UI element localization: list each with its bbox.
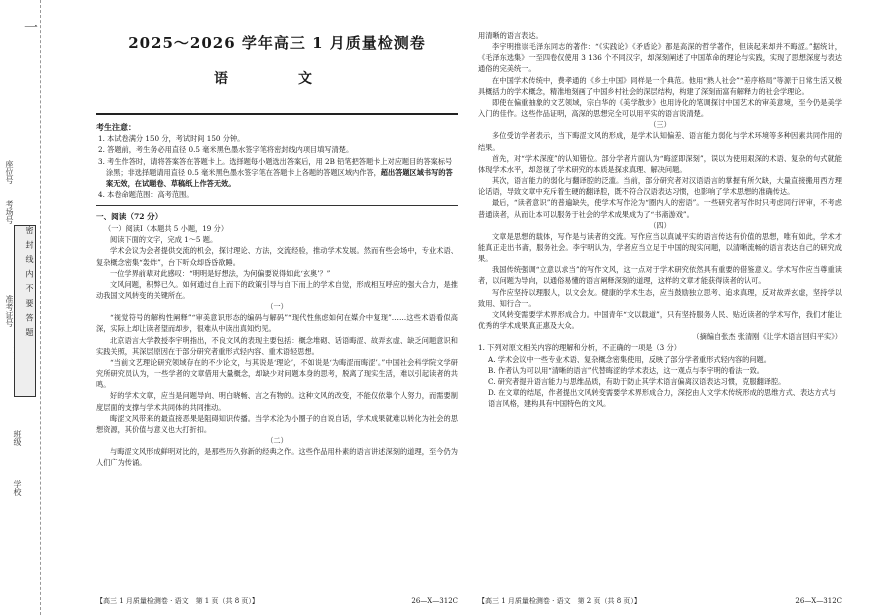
section-heading: 一、阅读（72 分） (96, 212, 163, 222)
answer-option-b: B. 作者认为可以用“清晰的语言”代替晦涩的学术表达，这一观点与李宇明的看法一致。 (488, 365, 764, 375)
margin-label-seat: 座位号 (5, 160, 14, 184)
footer-code: 26—X—312C (795, 597, 842, 606)
passage-paragraph: 学术会议为会者提供交流的机会，探讨理论、方法，交流经验，推动学术发展。然而有些会场中，专业术语、复杂概念密集“轰炸”，台下听众却昏昏欲睡。 (96, 246, 458, 267)
passage-paragraph: “视觉符号的解构性阐释”“审美意识形态的编码与解码”“现代性焦虑如何在媒介中复现”……这些术语看似高深，实际上却让读者望而却步，很难从中读出真知灼见。 (96, 313, 458, 334)
answer-option-c: C. 研究者提升语言能力与思维品质，有助于防止其学术语言偏离汉语表达习惯，克服翻译腔。 (488, 376, 786, 386)
question-stem: 1. 下列对原文相关内容的理解和分析，不正确的一项是（3 分） (478, 343, 681, 353)
passage-paragraph: 北京语言大学教授李宇明指出，不良文风的表现主要包括：概念堆砌、话语晦涩、故弄玄虚、缺乏问题意识和实践关照，其深层原因在于部分研究者重形式轻内容、重术语轻思想。 (96, 335, 458, 356)
notice-emphasis: 超出答题区域书写的答案无效，在试题卷、草稿纸上作答无效。 (106, 167, 453, 188)
passage-paragraph: 与晦涩文风形成鲜明对比的，是那些历久弥新的经典之作。这些作品用朴素的语言讲述深刻的道理，至今仍为人们广为传诵。 (96, 447, 458, 468)
part-marker: （一） (266, 302, 288, 312)
passage-paragraph: 我国传统强调“立意以求当”的写作文风，这一点对于学术研究依然具有重要的借鉴意义。学术写作应当尊重读者，以问题为导向，以通俗易懂的语言阐释深刻的道理，这样的文章才能获得读者的认可。 (478, 265, 842, 286)
margin-label-class: 班级 (13, 430, 22, 446)
passage-paragraph: 李宇明推崇毛泽东同志的著作：“《实践论》《矛盾论》都是高深的哲学著作，但读起来却并不晦涩。”据统计，《毛泽东选集》一至四卷仅使用 3 136 个不同汉字，却深刻阐述了中国革命的理论与实践，实现了思想深度与表达通俗的完美统一。 (478, 42, 842, 74)
instruction: 阅读下面的文字，完成 1～5 题。 (110, 235, 218, 245)
footer-label: 【高三 1 月质量检测卷 · 语文 第 2 页（共 8 页）】 (478, 597, 641, 606)
margin-label-room: 考场号 (5, 200, 14, 224)
part-marker: （三） (649, 120, 671, 130)
passage-paragraph: 首先，对“学术深度”的认知错位。部分学者片面认为“晦涩即深刻”，误以为使用艰深的术语、复杂的句式就能体现学术水平，却忽视了学术研究的本质是探求真理、解决问题。 (478, 153, 842, 174)
passage-paragraph: 即使在偏重抽象的文艺领域，宗白华的《美学散步》也用诗化的笔调探讨中国艺术的审美意境，至今仍是美学入门的佳作。这些作品证明，高深的思想完全可以用平实的语言说清楚。 (478, 97, 842, 119)
answer-option-d: D. 在文章的结尾，作者提出文风转变需要学术界形成合力，深挖由人文学术传统形成的思维方式、表达方式与语言风格，建构具有中国特色的文风。 (488, 388, 836, 409)
subsection-heading: （一）阅读Ⅰ（本题共 5 小题，19 分） (104, 224, 229, 234)
footer-label: 【高三 1 月质量检测卷 · 语文 第 1 页（共 8 页）】 (96, 597, 259, 606)
passage-paragraph: 在中国学术传统中，费孝通的《乡土中国》同样是一个典范。他用“熟人社会”“差序格局”等源于日常生活又极具概括力的学术概念，精准地刻画了中国乡村社会的深层结构，构建了深刻而富有解释力的社会学理论。 (478, 75, 842, 96)
binding-mark: 一 (22, 20, 38, 34)
passage-paragraph: 写作应坚持以理服人，以文会友。健康的学术生态，应当鼓励独立思考、追求真理，反对故弄玄虚，坚持学以致用、知行合一。 (478, 287, 842, 308)
footer-code: 26—X—312C (411, 597, 458, 606)
subject-title: 语 文 (214, 71, 340, 88)
notice-item: 4. 本卷命题范围：高考范围。 (98, 190, 194, 200)
margin-label-exam-id: 准考证号 (5, 295, 14, 327)
seal-line-box (14, 225, 36, 397)
notice-item: 2. 答题前，考生务必用直径 0.5 毫米黑色墨水签字笔将密封线内项目填写清楚。 (98, 145, 354, 155)
notice-item: 1. 本试卷满分 150 分，考试时间 150 分钟。 (98, 134, 245, 144)
part-marker: （四） (649, 220, 671, 230)
passage-paragraph: 多位受访学者表示，当下晦涩文风的形成，是学术认知偏差、语言能力弱化与学术环境等多种因素共同作用的结果。 (478, 131, 842, 152)
notice-item: 3. 考生作答时，请将答案答在答题卡上。选择题每小题选出答案后，用 2B 铅笔把答题卡上对应题目的答案标号涂黑；非选择题请用直径 0.5 毫米黑色墨水签字笔在答题卡上各题的答题区域内作答，超出答题区域书写的答案无效，在试题卷、草稿纸上作答无效。 (98, 156, 453, 188)
passage-paragraph: “当前文艺理论研究领域存在的不少论文，与其说是‘理论’，不如说是‘为晦涩而晦涩’。”中国社会科学院文学研究所研究员认为，一些学者的文章借用大量概念，却缺少对问题本身的思考，脱离了现实生活，难以引起读者的共鸣。 (96, 357, 458, 390)
passage-paragraph: 其次，语言能力的弱化与翻译腔的泛滥。当前，部分研究者对汉语语言的掌握有所欠缺，大量直接搬用西方理论话语，导致文章中充斥着生硬的翻译腔，既不符合汉语表达习惯，也影响了学术思想的准确传达。 (478, 176, 842, 197)
page-one (96, 0, 458, 615)
passage-paragraph: 晦涩文风带来的最直接恶果是阻碍知识传播。当学术沦为小圈子的自说自话，学术成果就难以转化为社会的思想资源，其价值与意义也大打折扣。 (96, 413, 458, 434)
passage-paragraph: 文风问题，积弊已久。如何通过自上而下的政策引导与自下而上的学术自觉，形成相互呼应的强大合力，是推动我国文风转变的关键所在。 (96, 279, 458, 300)
notice-heading: 考生注意： (96, 121, 136, 132)
passage-paragraph: 一位学界前辈对此感叹：“明明是好想法，为何偏要说得如此‘玄奥’？” (110, 268, 331, 278)
notice-box (96, 113, 458, 200)
page-footer (96, 596, 458, 607)
passage-paragraph: 文风转变需要学术界形成合力。中国青年“文以载道”，只有坚持服务人民、贴近读者的学术写作，我们才能让优秀的学术成果真正惠及大众。 (478, 309, 842, 331)
divider (96, 205, 458, 206)
page-footer (478, 596, 842, 607)
passage-paragraph: 好的学术文章，应当是问题导向、明白晓畅、言之有物的。这种文风的改变，不能仅依靠个人努力，而需要制度层面的支撑与学术共同体的共同推动。 (96, 391, 458, 412)
passage-paragraph: 用清晰的语言表达。 (478, 31, 543, 40)
exam-title: 2025～2026 学年高三 1 月质量检测卷 (128, 34, 426, 52)
page-two (478, 0, 842, 615)
passage-paragraph: 文章是思想的载体，写作是与读者的交流。写作应当以真诚平实的语言传达有价值的思想，唯有如此，学术才能真正走出书斋，服务社会。李宇明认为，学者应当立足于中国的现实问题，以清晰流畅的语言表达自己的研究成果。 (478, 231, 842, 264)
binding-margin (0, 0, 41, 615)
passage-paragraph: 最后，“读者意识”的普遍缺失，使学术写作沦为“圈内人的密语”。一些研究者写作时只考虑同行评审，不考虑普通读者，从而让本可以服务于社会的学术成果成为了“书斋游戏”。 (478, 198, 842, 219)
source-citation: （摘编自张杰 张清刚《让学术语言回归平实》） (692, 332, 842, 342)
seal-text: 密 封 线 内 不 要 答 题 (25, 226, 34, 338)
margin-label-school: 学校 (13, 480, 22, 496)
answer-option-a: A. 学术会议中一些专业术语、复杂概念密集使用，反映了部分学者重形式轻内容的问题。 (488, 354, 771, 364)
part-marker: （二） (266, 436, 288, 445)
